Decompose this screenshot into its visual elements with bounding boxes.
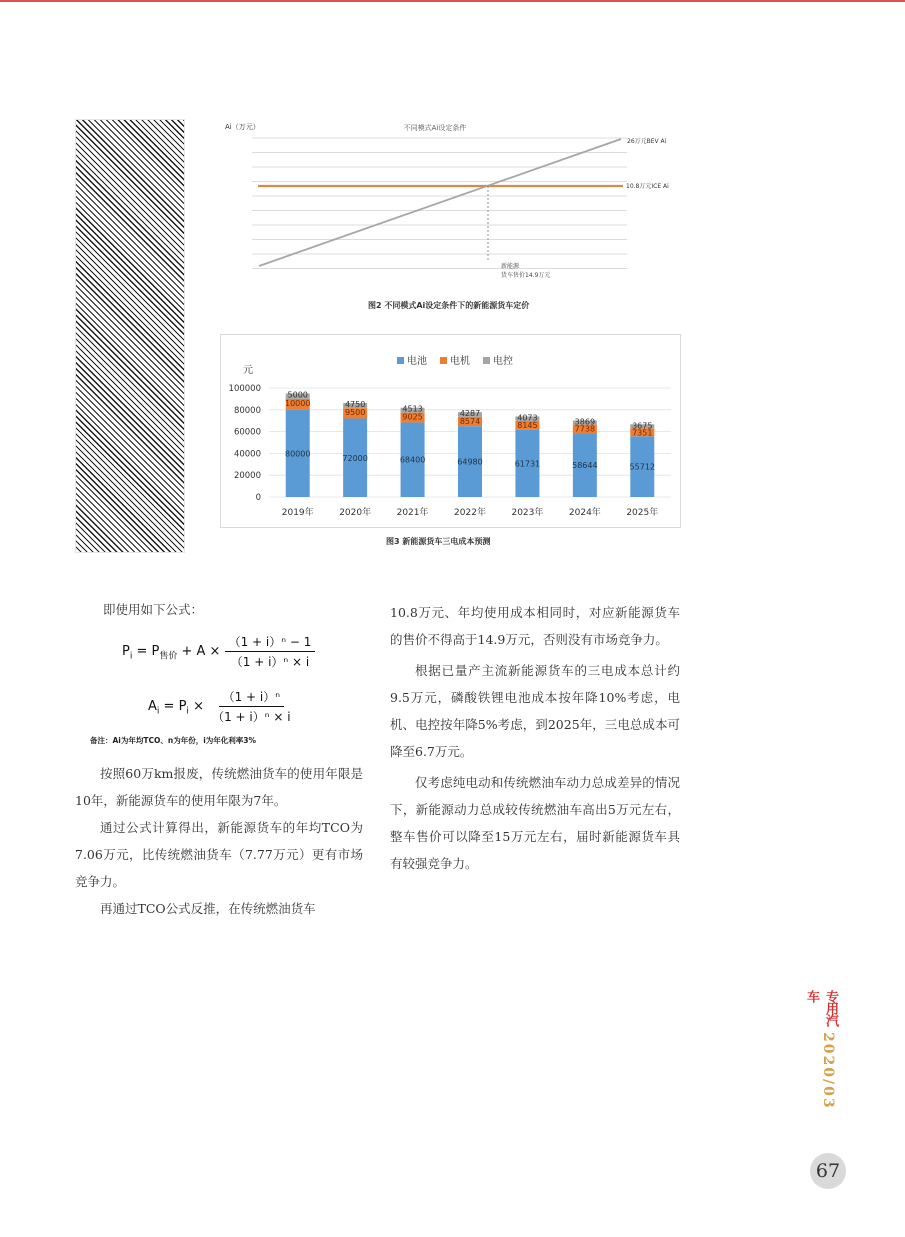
formula1-eq-sub: 售价 bbox=[159, 651, 178, 662]
formula2-rest: × bbox=[188, 699, 204, 714]
data-label: 4287 bbox=[459, 409, 481, 419]
right-column-body bbox=[390, 599, 680, 877]
page-number: 67 bbox=[810, 1153, 846, 1189]
data-label: 8574 bbox=[459, 416, 481, 426]
x-tick-label: 2022年 bbox=[454, 508, 486, 518]
data-label: 5000 bbox=[287, 390, 308, 400]
data-label: 4513 bbox=[402, 404, 423, 414]
issue-date: 2020/03 bbox=[820, 1032, 836, 1110]
legend-swatch bbox=[440, 357, 447, 364]
bev-line-label: 26万元BEV Ai bbox=[627, 138, 667, 145]
paragraph: 通过公式计算得出，新能源货车的年均TCO为7.06万元，比传统燃油货车（7.77万元）更有市场竞争力。 bbox=[75, 820, 363, 889]
y-tick-label: 0 bbox=[255, 493, 261, 503]
ice-line-label: 10.8万元ICE Ai bbox=[626, 183, 669, 190]
intersection-label-2: 货车售价14.9万元 bbox=[501, 272, 551, 279]
formula1-lhs: P bbox=[122, 644, 130, 659]
paragraph: 根据已量产主流新能源货车的三电成本总计约9.5万元，磷酸铁锂电池成本按年降10%考虑，电机、电控按年降5%考虑，到2025年，三电总成本可降至6.7万元。 bbox=[390, 663, 680, 759]
legend-swatch bbox=[397, 357, 404, 364]
bev-ai-line bbox=[259, 139, 621, 266]
formula-note: 备注：Ai为年均TCO、n为年份，i为年化利率3% bbox=[90, 736, 257, 745]
formula-price bbox=[122, 633, 315, 670]
intersection-label-1: 新能源 bbox=[501, 263, 520, 270]
data-label: 7351 bbox=[632, 428, 653, 438]
formula2-eq-sub: i bbox=[186, 706, 189, 717]
data-label: 10000 bbox=[284, 398, 311, 408]
formula-annual-tco bbox=[148, 688, 295, 725]
figure2-caption: 图3 新能源货车三电成本预测 bbox=[386, 537, 491, 546]
legend-label: 电机 bbox=[450, 356, 470, 367]
formula1-rest: + A × bbox=[177, 644, 221, 659]
y-tick-label: 60000 bbox=[233, 427, 261, 438]
formula2-lhs-sub: i bbox=[156, 706, 160, 717]
data-label: 4073 bbox=[517, 413, 538, 423]
formula-intro: 即使用如下公式： bbox=[103, 602, 204, 617]
y-tick-label: 100000 bbox=[228, 384, 261, 394]
x-tick-label: 2019年 bbox=[281, 508, 314, 518]
formula1-numerator: （1 + i）ⁿ − 1 bbox=[225, 633, 316, 652]
left-column-body bbox=[75, 760, 363, 922]
fig1-title: 不同模式Ai设定条件 bbox=[403, 124, 467, 132]
data-label: 4750 bbox=[344, 399, 366, 409]
magazine-brand bbox=[804, 990, 840, 1130]
figure1-caption: 图2 不同模式Ai设定条件下的新能源货车定价 bbox=[368, 301, 530, 310]
formula2-lhs: A bbox=[148, 699, 157, 714]
data-label: 3675 bbox=[632, 421, 653, 431]
fig1-y-axis-label: Ai（万元） bbox=[225, 123, 260, 131]
cost-forecast-stacked-bar-chart bbox=[221, 335, 680, 527]
y-tick-label: 20000 bbox=[233, 471, 261, 482]
data-label: 3869 bbox=[574, 417, 596, 427]
x-tick-label: 2021年 bbox=[396, 508, 429, 518]
data-label: 68400 bbox=[399, 455, 426, 465]
data-label: 8145 bbox=[517, 420, 538, 430]
paragraph: 再通过TCO公式反推，在传统燃油货车 bbox=[100, 901, 316, 916]
data-label: 80000 bbox=[284, 449, 311, 459]
formula2-numerator: （1 + i）ⁿ bbox=[219, 688, 284, 707]
x-tick-label: 2025年 bbox=[626, 508, 659, 518]
formula1-fraction bbox=[225, 633, 316, 670]
data-label: 55712 bbox=[629, 462, 656, 472]
legend-swatch bbox=[483, 357, 490, 364]
figure-ai-pricing-diagram bbox=[215, 115, 669, 295]
formula2-denominator: （1 + i）ⁿ × i bbox=[212, 710, 291, 724]
legend-label: 电控 bbox=[493, 356, 513, 367]
top-rule bbox=[0, 0, 905, 2]
data-label: 64980 bbox=[457, 457, 483, 467]
x-tick-label: 2020年 bbox=[339, 508, 372, 518]
left-column-intro bbox=[103, 596, 373, 623]
formula2-fraction bbox=[208, 688, 294, 725]
data-label: 9025 bbox=[402, 412, 423, 422]
decorative-hatch-pattern bbox=[75, 119, 185, 553]
formula1-lhs-sub: i bbox=[129, 651, 133, 662]
y-tick-label: 40000 bbox=[233, 449, 261, 460]
y-tick-label: 80000 bbox=[233, 405, 261, 416]
paragraph: 10.8万元、年均使用成本相同时，对应新能源货车的售价不得高于14.9万元，否则没有市场竞争力。 bbox=[390, 605, 680, 647]
cost-forecast-chart-frame bbox=[220, 334, 681, 528]
formula2-eq: = P bbox=[159, 699, 187, 714]
legend-label: 电池 bbox=[407, 356, 427, 367]
data-label: 7738 bbox=[574, 424, 596, 434]
paragraph: 仅考虑纯电动和传统燃油车动力总成差异的情况下，新能源动力总成较传统燃油车高出5万元左右，整车售价可以降至15万元左右，届时新能源货车具有较强竞争力。 bbox=[390, 775, 680, 871]
data-label: 61731 bbox=[514, 459, 541, 469]
x-tick-label: 2023年 bbox=[511, 508, 544, 518]
formula1-denominator: （1 + i）ⁿ × i bbox=[230, 655, 310, 669]
data-label: 72000 bbox=[342, 453, 368, 463]
brand-logo: 专用汽车 bbox=[804, 990, 838, 1026]
formula1-eq: = P bbox=[132, 644, 160, 659]
paragraph: 按照60万km报废，传统燃油货车的使用年限是10年，新能源货车的使用年限为7年。 bbox=[75, 766, 363, 808]
data-label: 9500 bbox=[344, 408, 366, 418]
chart-unit-label: 元 bbox=[243, 365, 253, 376]
data-label: 58644 bbox=[572, 461, 598, 471]
x-tick-label: 2024年 bbox=[568, 508, 601, 518]
